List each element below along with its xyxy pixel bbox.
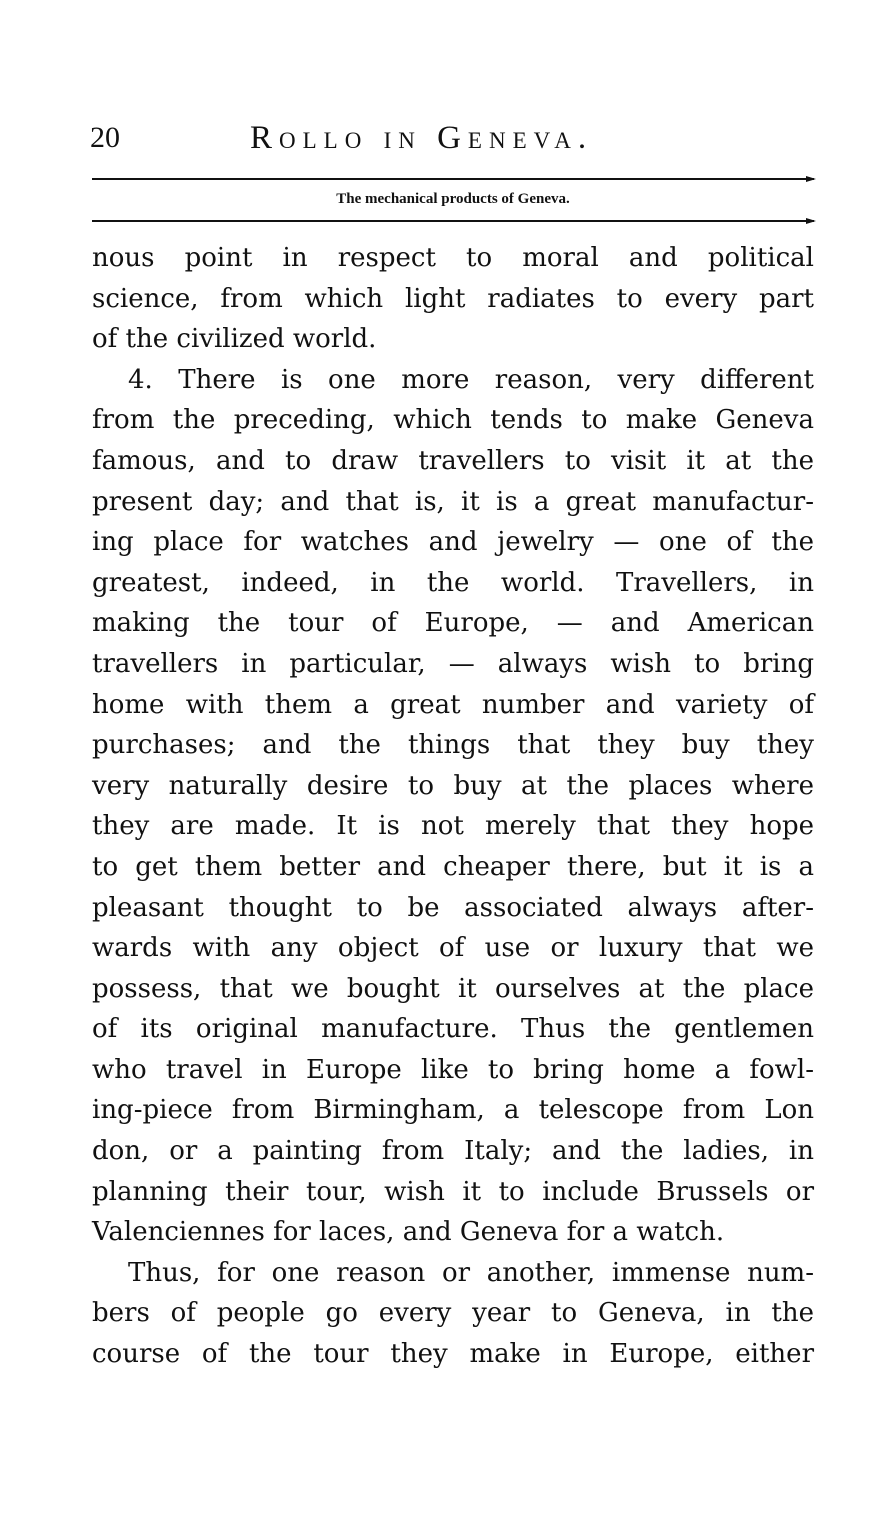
text-line: of the civilized world. xyxy=(92,324,377,355)
header-rule-bottom xyxy=(92,220,814,222)
text-line: 4. There is one more reason, very different xyxy=(128,364,814,395)
body-text xyxy=(92,238,814,1375)
text-line: famous, and to draw travellers to visit it at the xyxy=(92,445,814,476)
text-line: travellers in particular, — always wish to bring xyxy=(92,648,814,679)
text-line: of its original manufacture. Thus the gentlemen xyxy=(92,1014,814,1045)
text-line: nous point in respect to moral and political xyxy=(92,243,814,273)
text-line: ing place for watches and jewelry — one of the xyxy=(92,527,814,558)
text-line: from the preceding, which tends to make Geneva xyxy=(92,405,814,436)
text-line: greatest, indeed, in the world. Travellers, in xyxy=(92,567,814,598)
text-line: wards with any object of use or luxury that we xyxy=(92,933,814,964)
text-line: very naturally desire to buy at the places where xyxy=(92,770,814,801)
text-line: purchases; and the things that they buy they xyxy=(92,730,814,761)
text-line: home with them a great number and variety of xyxy=(92,689,814,720)
running-title: Rollo in Geneva. xyxy=(250,120,594,156)
text-line: ing-piece from Birmingham, a telescope from Lon xyxy=(92,1095,814,1126)
text-line: Valenciennes for laces, and Geneva for a watch. xyxy=(92,1217,725,1248)
text-line: they are made. It is not merely that they hope xyxy=(92,811,814,842)
page-number: 20 xyxy=(90,121,120,154)
text-line: possess, that we bought it ourselves at the place xyxy=(92,973,814,1004)
text-line: present day; and that is, it is a great manufactur- xyxy=(92,486,814,517)
text-line: course of the tour they make in Europe, either xyxy=(92,1339,814,1370)
text-line: bers of people go every year to Geneva, in the xyxy=(92,1298,814,1329)
text-line: who travel in Europe like to bring home a fowl- xyxy=(92,1054,814,1085)
text-line: planning their tour, wish it to include Brussels or xyxy=(92,1176,814,1207)
header-rule-top xyxy=(92,178,814,180)
section-subheading: The mechanical products of Geneva. xyxy=(336,191,570,207)
text-line: to get them better and cheaper there, but it is a xyxy=(92,851,814,882)
text-line: science, from which light radiates to every part xyxy=(92,283,814,314)
text-line: Thus, for one reason or another, immense num- xyxy=(128,1257,814,1288)
text-line: don, or a painting from Italy; and the ladies, in xyxy=(92,1136,814,1167)
text-line: pleasant thought to be associated always after- xyxy=(92,892,814,923)
text-line: making the tour of Europe, — and American xyxy=(92,608,814,639)
